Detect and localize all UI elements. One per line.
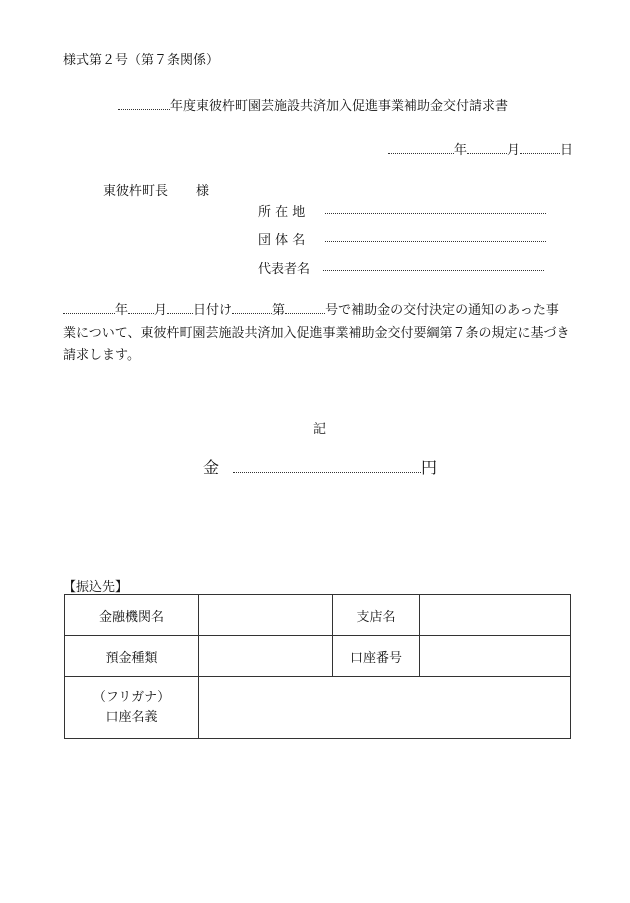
date-day-label: 日 [560, 143, 574, 158]
statement-line-2: 業について、東彼杵町園芸施設共済加入促進事業補助金交付要綱第７条の規定に基づき [63, 325, 570, 341]
representative-label: 代表者名 [258, 262, 311, 277]
table-row [65, 595, 571, 636]
statement-line-3: 請求します。 [63, 348, 140, 363]
bank-name-label: 金融機関名 [65, 595, 199, 636]
table-row [65, 677, 571, 739]
addressee-honorific: 様 [196, 184, 210, 199]
date-year-label: 年 [454, 143, 468, 158]
form-number: 様式第２号（第７条関係） [63, 53, 220, 68]
request-statement [63, 300, 579, 368]
address-label: 所 在 地 [258, 205, 306, 220]
group-name-field[interactable] [325, 241, 546, 242]
statement-line-1 [63, 300, 579, 323]
account-holder-label-cell [65, 677, 199, 739]
transfer-heading: 【振込先】 [63, 580, 129, 595]
title-text: 年度東彼杵町園芸施設共済加入促進事業補助金交付請求書 [170, 99, 509, 114]
deposit-type-field[interactable] [199, 636, 333, 677]
document-prefix-blank[interactable] [232, 301, 272, 314]
representative-field[interactable] [323, 270, 544, 271]
date-month-blank[interactable] [467, 141, 507, 154]
decision-day-blank[interactable] [167, 301, 193, 314]
deposit-type-label: 預金種類 [65, 636, 199, 677]
transfer-table [64, 594, 571, 739]
account-number-field[interactable] [420, 636, 571, 677]
go-text: 号で補助金の交付決定の通知のあった事 [325, 303, 559, 318]
group-name-label: 団 体 名 [258, 233, 306, 248]
date-line [388, 139, 573, 158]
amount-field[interactable] [233, 472, 421, 473]
address-field[interactable] [325, 213, 546, 214]
addressee-name: 東彼杵町長 [103, 184, 169, 199]
bank-name-field[interactable] [199, 595, 333, 636]
fiscal-year-blank[interactable] [118, 97, 170, 110]
amount-suffix: 円 [421, 458, 438, 477]
decision-year-blank[interactable] [63, 301, 115, 314]
decision-year-label: 年 [115, 303, 129, 318]
decision-month-blank[interactable] [128, 301, 154, 314]
account-holder-label: 口座名義 [105, 709, 158, 725]
account-number-label: 口座番号 [333, 636, 420, 677]
table-row [65, 636, 571, 677]
date-day-blank[interactable] [520, 141, 560, 154]
document-number-blank[interactable] [285, 301, 325, 314]
date-month-label: 月 [507, 143, 521, 158]
account-holder-field[interactable] [199, 677, 571, 739]
branch-label: 支店名 [333, 595, 420, 636]
branch-field[interactable] [420, 595, 571, 636]
decision-month-label: 月 [154, 303, 168, 318]
dai-label: 第 [272, 303, 286, 318]
furigana-label: （フリガナ） [92, 689, 171, 705]
document-title [118, 95, 508, 114]
ki-heading: 記 [313, 422, 327, 437]
decision-day-label: 日付け [193, 303, 233, 318]
amount-prefix: 金 [203, 458, 220, 477]
date-year-blank[interactable] [388, 141, 454, 154]
